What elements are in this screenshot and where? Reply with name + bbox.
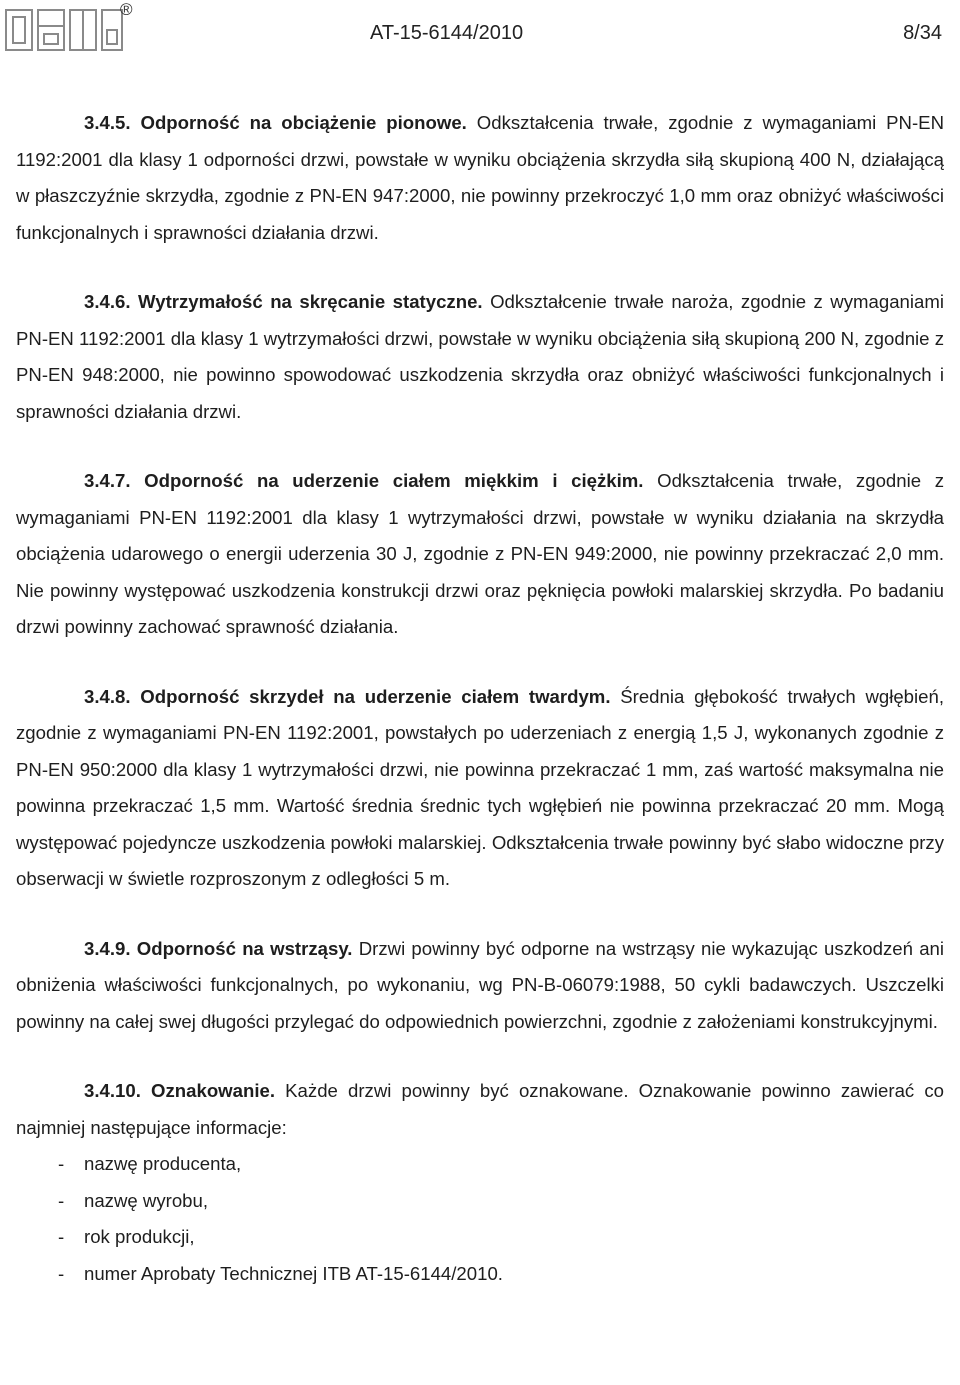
section-number: 3.4.10. xyxy=(84,1080,141,1101)
section-title: Odporność na wstrząsy. xyxy=(136,937,353,959)
list-item-text: rok produkcji, xyxy=(84,1226,195,1247)
section-number: 3.4.8. xyxy=(84,685,131,707)
section-number: 3.4.9. xyxy=(84,937,131,959)
section-3-4-9 xyxy=(16,931,944,1041)
section-text: Odkształcenie trwałe naroża, zgodnie z wymaganiami PN-EN 1192:2001 dla klasy 1 wytrzymałości drzwi, powstałe w wyniku obciążenia siłą skupioną 200 N, zgodnie z PN-EN 948:2000, nie powinno spowodować uszkodzenia skrzydła oraz obniżyć właściwości funkcjonalnych i sprawności działania drzwi. xyxy=(16,291,944,422)
list-item xyxy=(16,1146,944,1183)
section-title: Odporność na uderzenie ciałem miękkim i ciężkim. xyxy=(144,470,644,491)
section-number: 3.4.6. xyxy=(84,291,131,312)
section-title: Wytrzymałość na skręcanie statyczne. xyxy=(138,291,483,312)
list-item-text: nazwę producenta, xyxy=(84,1153,242,1174)
page-header xyxy=(0,0,960,60)
marking-list xyxy=(16,1146,944,1292)
document-body xyxy=(16,105,944,1292)
list-dash: - xyxy=(58,1262,65,1284)
section-3-4-7 xyxy=(16,463,944,646)
section-title: Odporność skrzydeł na uderzenie ciałem twardym. xyxy=(140,685,611,707)
section-number: 3.4.7. xyxy=(84,470,131,491)
list-item xyxy=(16,1183,944,1220)
section-3-4-5 xyxy=(16,105,944,251)
page-number: 8/34 xyxy=(903,22,942,44)
section-text: Odkształcenia trwałe, zgodnie z wymaganiami PN-EN 1192:2001 dla klasy 1 wytrzymałości drzwi, powstałe w wyniku działania na skrzydła obciążenia udarowego o energii uderzenia 30 J, zgodnie z PN-EN 949:2000, nie powinny przekraczać 2,0 mm. Nie powinny występować uszkodzenia konstrukcji drzwi oraz pęknięcia powłoki malarskiej skrzydła. Po badaniu drzwi powinny zachować sprawność działania. xyxy=(16,470,944,637)
section-title: Odporność na obciążenie pionowe. xyxy=(140,112,467,133)
section-text: Drzwi powinny być odporne na wstrząsy nie wykazując uszkodzeń ani obniżenia właściwości funkcjonalnych, po wykonaniu, wg PN-B-06079:1988, 50 cykli badawczych. Uszczelki powinny na całej swej długości przylegać do odpowiednich powierzchni, zgodnie z założeniami konstrukcyjnymi. xyxy=(16,937,945,1032)
registered-mark: ® xyxy=(120,0,133,19)
section-text: Odkształcenia trwałe, zgodnie z wymaganiami PN-EN 1192:2001 dla klasy 1 odporności drzwi, powstałe w wyniku obciążenia skrzydła siłą skupioną 400 N, działającą w płaszczyźnie skrzydła, zgodnie z PN-EN 947:2000, nie powinny przekroczyć 1,0 mm oraz obniżyć właściwości funkcjonalnych i sprawności działania drzwi. xyxy=(16,112,945,243)
section-3-4-10 xyxy=(16,1073,944,1146)
list-item-text: numer Aprobaty Technicznej ITB AT-15-6144/2010. xyxy=(84,1262,503,1284)
section-3-4-8 xyxy=(16,679,944,898)
list-dash: - xyxy=(58,1226,65,1247)
section-title: Oznakowanie. xyxy=(151,1080,276,1101)
list-dash: - xyxy=(58,1153,65,1174)
list-item xyxy=(16,1219,944,1256)
list-dash: - xyxy=(58,1189,65,1211)
section-number: 3.4.5. xyxy=(84,112,131,133)
document-id: AT-15-6144/2010 xyxy=(370,22,524,44)
list-item xyxy=(16,1256,944,1293)
section-text: Każde drzwi powinny być oznakowane. Oznakowanie powinno zawierać co najmniej następujące informacje: xyxy=(16,1080,944,1138)
section-3-4-6 xyxy=(16,284,944,430)
list-item-text: nazwę wyrobu, xyxy=(84,1189,209,1211)
section-text: Średnia głębokość trwałych wgłębień, zgodnie z wymaganiami PN-EN 1192:2001, powstałych po uderzeniach z energią 1,5 J, wykonanych zgodnie z PN-EN 950:2000 dla klasy 1 wytrzymałości drzwi, nie powinna przekraczać 1 mm, zaś wartość maksymalna nie powinna przekraczać 1,5 mm. Wartość średnia średnic tych wgłębień nie powinna przekraczać 20 mm. Mogą występować pojedyncze uszkodzenia powłoki malarskiej. Odkształcenia trwałe powinny być słabo widoczne przy obserwacji w świetle rozproszonym z odległości 5 m. xyxy=(16,685,944,889)
